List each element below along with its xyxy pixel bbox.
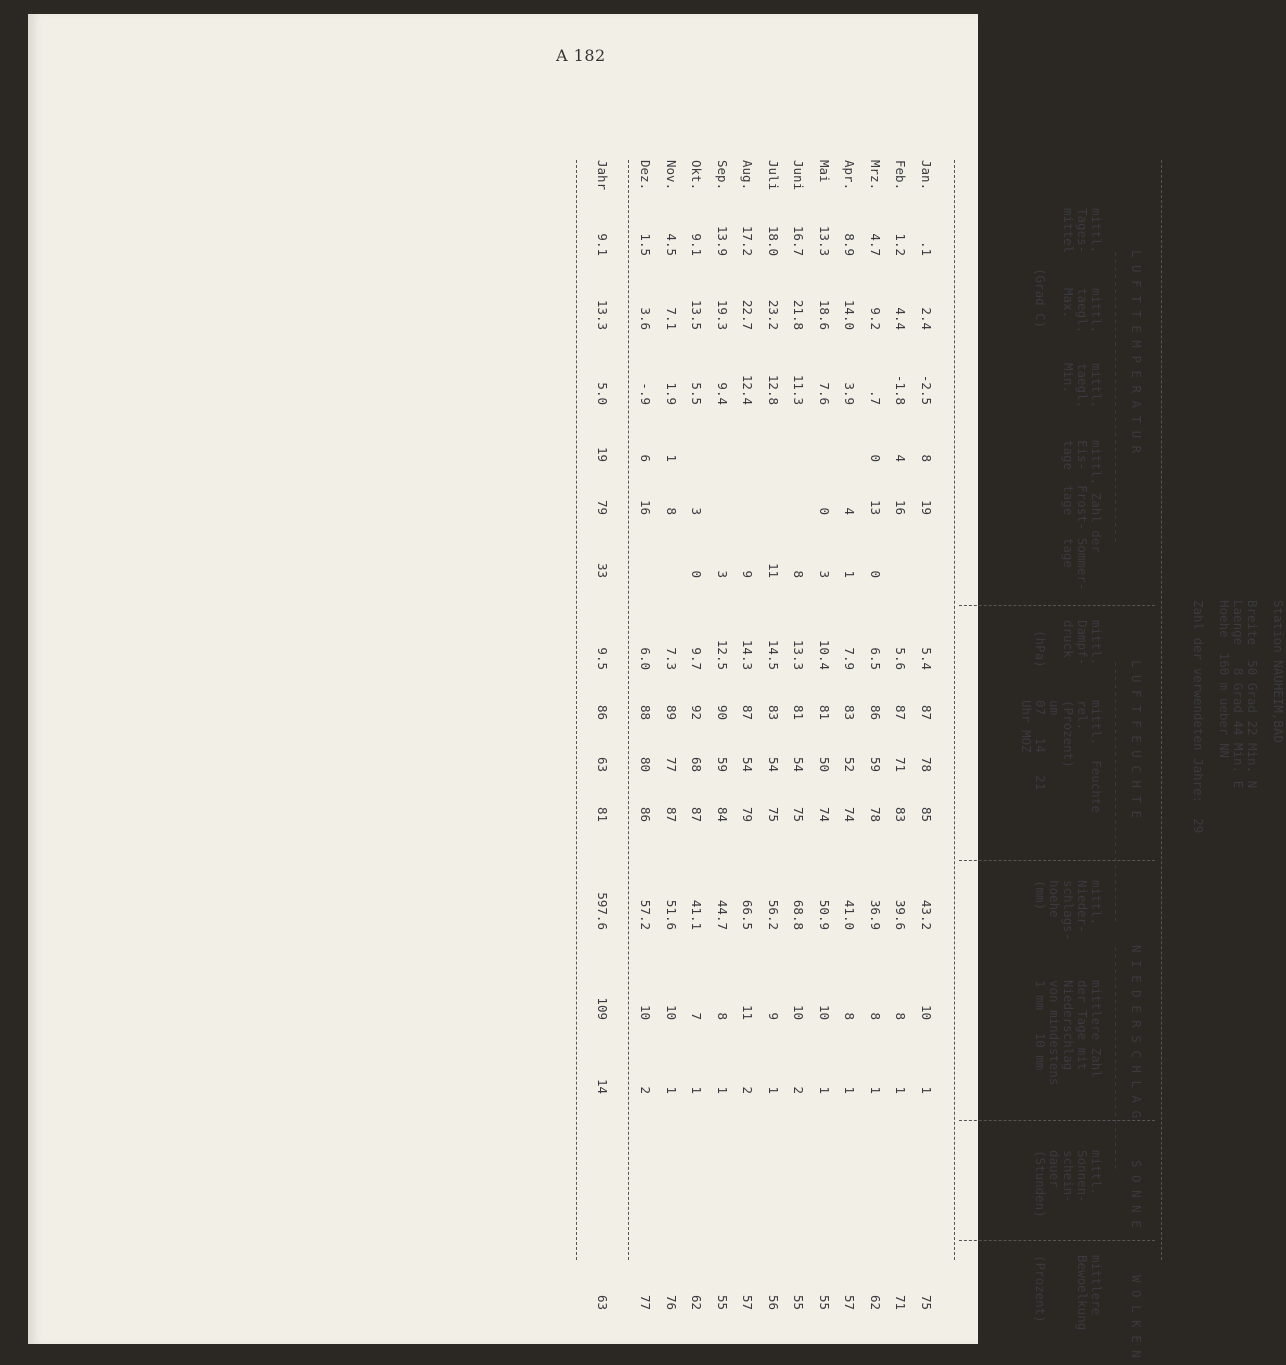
cell-mx: 14.0 xyxy=(842,299,857,330)
cell-frost: 4 xyxy=(842,507,857,515)
header-sonnenscheindauer: mittl. Sonnen- schein- dauer (Stunden) xyxy=(1033,1150,1104,1218)
separator-top xyxy=(1161,160,1162,1260)
page-number: A 182 xyxy=(556,46,606,65)
cell-tm: 1.5 xyxy=(638,233,653,256)
cell-m: Mai xyxy=(817,160,832,183)
year-cell-f21: 81 xyxy=(595,806,610,822)
cell-mn: 9.4 xyxy=(715,382,730,405)
cell-f07: 90 xyxy=(715,704,730,720)
cell-m: Jan. xyxy=(919,160,934,191)
cell-eis: 8 xyxy=(919,454,934,462)
cell-mx: 23.2 xyxy=(766,299,781,330)
cell-wb: 77 xyxy=(638,1294,653,1310)
station-name: Station NAUHEIM,BAD xyxy=(1271,600,1286,743)
cell-n10: 2 xyxy=(740,1086,755,1094)
cell-tm: 18.0 xyxy=(766,225,781,256)
cell-f07: 81 xyxy=(791,704,806,720)
cell-f14: 80 xyxy=(638,756,653,772)
cell-wb: 62 xyxy=(868,1294,883,1310)
cell-m: Sep. xyxy=(715,160,730,191)
year-cell-n1: 109 xyxy=(595,997,610,1020)
cell-nh: 68.8 xyxy=(791,899,806,930)
cell-f07: 83 xyxy=(842,704,857,720)
group-lufttemperatur: L U F T T E M P E R A T U R xyxy=(1129,250,1144,454)
cell-f21: 86 xyxy=(638,806,653,822)
cell-wb: 57 xyxy=(740,1294,755,1310)
cell-dd: 6.0 xyxy=(638,647,653,670)
year-cell-mn: 5.0 xyxy=(595,382,610,405)
cell-m: Mrz. xyxy=(868,160,883,191)
cell-dd: 14.5 xyxy=(766,639,781,670)
cell-tm: 4.7 xyxy=(868,233,883,256)
cell-f21: 78 xyxy=(868,806,883,822)
cell-n1: 8 xyxy=(715,1012,730,1020)
year-cell-frost: 79 xyxy=(595,499,610,515)
station-latitude: Breite 50 Grad 22 Min. N xyxy=(1245,600,1260,789)
cell-som: 0 xyxy=(689,570,704,578)
header-bewoelkung: mittlere Bewoelkung (Prozent) xyxy=(1033,1255,1104,1331)
cell-n10: 1 xyxy=(868,1086,883,1094)
cell-wb: 55 xyxy=(791,1294,806,1310)
cell-tm: 8.9 xyxy=(842,233,857,256)
cell-wb: 71 xyxy=(893,1294,908,1310)
cell-tm: 13.3 xyxy=(817,225,832,256)
cell-dd: 12.5 xyxy=(715,639,730,670)
cell-f14: 59 xyxy=(868,756,883,772)
year-cell-mx: 13.3 xyxy=(595,299,610,330)
cell-f21: 75 xyxy=(766,806,781,822)
group-separator xyxy=(959,860,1155,861)
group-underline-niederschlag: ------------------------------ xyxy=(1109,945,1124,1171)
group-underline-feuchte: ----------------------------------- xyxy=(1109,660,1124,924)
cell-eis: 0 xyxy=(868,454,883,462)
cell-wb: 55 xyxy=(817,1294,832,1310)
cell-dd: 6.5 xyxy=(868,647,883,670)
year-cell-n10: 14 xyxy=(595,1078,610,1094)
cell-n10: 1 xyxy=(664,1086,679,1094)
cell-nh: 41.1 xyxy=(689,899,704,930)
cell-tm: 13.9 xyxy=(715,225,730,256)
cell-dd: 9.7 xyxy=(689,647,704,670)
cell-f14: 68 xyxy=(689,756,704,772)
year-cell-wb: 63 xyxy=(595,1294,610,1310)
cell-f07: 88 xyxy=(638,704,653,720)
cell-m: Nov. xyxy=(664,160,679,191)
cell-n1: 10 xyxy=(638,1004,653,1020)
cell-dd: 10.4 xyxy=(817,639,832,670)
cell-som: 9 xyxy=(740,570,755,578)
cell-n10: 1 xyxy=(715,1086,730,1094)
cell-dd: 7.3 xyxy=(664,647,679,670)
climate-table xyxy=(575,160,1286,1358)
cell-n10: 1 xyxy=(919,1086,934,1094)
cell-f21: 79 xyxy=(740,806,755,822)
cell-eis: 6 xyxy=(638,454,653,462)
cell-som: 8 xyxy=(791,570,806,578)
cell-mx: 21.8 xyxy=(791,299,806,330)
cell-som: 11 xyxy=(766,562,781,578)
cell-nh: 51.6 xyxy=(664,899,679,930)
header-niederschlagstage: mittlere Zahl der Tage mit Niederschlag von mindestens 1 mm 10 mm xyxy=(1033,980,1104,1086)
cell-mx: 19.3 xyxy=(715,299,730,330)
cell-n1: 8 xyxy=(868,1012,883,1020)
header-feuchte: mittl. Feuchte rel. (Prozent) um 07 14 21 Uhr MOZ xyxy=(1019,700,1104,813)
group-sonne: S O N N E xyxy=(1129,1160,1144,1228)
cell-mx: 13.5 xyxy=(689,299,704,330)
cell-n1: 10 xyxy=(664,1004,679,1020)
cell-mn: -.9 xyxy=(638,382,653,405)
station-header xyxy=(1191,600,1285,833)
cell-dd: 13.3 xyxy=(791,639,806,670)
cell-m: Okt. xyxy=(689,160,704,191)
cell-f21: 84 xyxy=(715,806,730,822)
group-separator xyxy=(959,1120,1155,1121)
cell-nh: 57.2 xyxy=(638,899,653,930)
cell-f21: 74 xyxy=(842,806,857,822)
year-cell-f14: 63 xyxy=(595,756,610,772)
cell-mx: 4.4 xyxy=(893,307,908,330)
header-max: mittl. taegl. Max. xyxy=(1061,288,1104,334)
cell-f07: 87 xyxy=(893,704,908,720)
cell-dd: 5.4 xyxy=(919,647,934,670)
cell-f07: 81 xyxy=(817,704,832,720)
cell-nh: 66.5 xyxy=(740,899,755,930)
cell-wb: 55 xyxy=(715,1294,730,1310)
cell-dd: 14.3 xyxy=(740,639,755,670)
cell-frost: 16 xyxy=(893,499,908,515)
cell-m: Dez. xyxy=(638,160,653,191)
cell-mn: .7 xyxy=(868,389,883,405)
cell-wb: 57 xyxy=(842,1294,857,1310)
cell-tm: 1.2 xyxy=(893,233,908,256)
header-tagesmittel: mittl. Tages- mittel xyxy=(1061,208,1104,254)
cell-nh: 44.7 xyxy=(715,899,730,930)
group-wolken: W O L K E N xyxy=(1129,1275,1144,1358)
header-niederschlagshoehe: mittl. Nieder- schlags- hoehe (mm) xyxy=(1033,880,1104,941)
cell-som: 0 xyxy=(868,570,883,578)
cell-m: Apr. xyxy=(842,160,857,191)
cell-mx: 3.6 xyxy=(638,307,653,330)
header-unit-temp: (Grad C) xyxy=(1033,268,1048,329)
group-underline-temp: --------------------------------------- xyxy=(1109,250,1124,544)
station-years: Zahl der verwendeten Jahre: 29 xyxy=(1191,600,1206,834)
year-cell-eis: 19 xyxy=(595,446,610,462)
cell-frost: 3 xyxy=(689,507,704,515)
cell-mn: 5.5 xyxy=(689,382,704,405)
cell-f21: 74 xyxy=(817,806,832,822)
cell-nh: 43.2 xyxy=(919,899,934,930)
cell-f14: 54 xyxy=(740,756,755,772)
cell-frost: 16 xyxy=(638,499,653,515)
header-min: mittl. taegl. Min. xyxy=(1061,363,1104,409)
cell-wb: 75 xyxy=(919,1294,934,1310)
cell-f14: 50 xyxy=(817,756,832,772)
cell-n1: 8 xyxy=(842,1012,857,1020)
cell-nh: 50.9 xyxy=(817,899,832,930)
cell-f21: 87 xyxy=(689,806,704,822)
separator-header xyxy=(954,160,955,1260)
group-separator xyxy=(959,1240,1155,1241)
cell-nh: 39.6 xyxy=(893,899,908,930)
group-niederschlag: N I E D E R S C H L A G xyxy=(1129,945,1144,1119)
group-separator xyxy=(959,605,1155,606)
cell-mn: -2.5 xyxy=(919,374,934,405)
cell-f14: 78 xyxy=(919,756,934,772)
cell-nh: 36.9 xyxy=(868,899,883,930)
cell-som: 3 xyxy=(817,570,832,578)
cell-eis: 1 xyxy=(664,454,679,462)
cell-wb: 62 xyxy=(689,1294,704,1310)
group-luftfeuchte: L U F T F E U C H T E xyxy=(1129,660,1144,819)
cell-mn: 7.6 xyxy=(817,382,832,405)
cell-tm: .1 xyxy=(919,240,934,256)
year-cell-f07: 86 xyxy=(595,704,610,720)
cell-f14: 54 xyxy=(766,756,781,772)
cell-f21: 75 xyxy=(791,806,806,822)
cell-n10: 2 xyxy=(791,1086,806,1094)
cell-mx: 18.6 xyxy=(817,299,832,330)
cell-f14: 59 xyxy=(715,756,730,772)
cell-n1: 11 xyxy=(740,1004,755,1020)
year-cell-dd: 9.5 xyxy=(595,647,610,670)
cell-tm: 9.1 xyxy=(689,233,704,256)
cell-f14: 54 xyxy=(791,756,806,772)
cell-f07: 89 xyxy=(664,704,679,720)
cell-n1: 10 xyxy=(791,1004,806,1020)
cell-mx: 7.1 xyxy=(664,307,679,330)
cell-nh: 56.2 xyxy=(766,899,781,930)
cell-f07: 83 xyxy=(766,704,781,720)
cell-n1: 7 xyxy=(689,1012,704,1020)
cell-m: Aug. xyxy=(740,160,755,191)
cell-mn: -1.8 xyxy=(893,374,908,405)
cell-mx: 22.7 xyxy=(740,299,755,330)
cell-mn: 11.3 xyxy=(791,374,806,405)
cell-mn: 12.4 xyxy=(740,374,755,405)
cell-wb: 56 xyxy=(766,1294,781,1310)
cell-frost: 19 xyxy=(919,499,934,515)
cell-tm: 4.5 xyxy=(664,233,679,256)
cell-n10: 1 xyxy=(817,1086,832,1094)
cell-dd: 7.9 xyxy=(842,647,857,670)
cell-f07: 86 xyxy=(868,704,883,720)
cell-f07: 87 xyxy=(919,704,934,720)
year-cell-som: 33 xyxy=(595,562,610,578)
cell-frost: 8 xyxy=(664,507,679,515)
separator-bottom xyxy=(576,160,577,1260)
year-cell-tm: 9.1 xyxy=(595,233,610,256)
cell-mn: 1.9 xyxy=(664,382,679,405)
cell-n10: 1 xyxy=(766,1086,781,1094)
cell-n10: 1 xyxy=(893,1086,908,1094)
cell-eis: 4 xyxy=(893,454,908,462)
cell-f21: 83 xyxy=(893,806,908,822)
cell-mn: 3.9 xyxy=(842,382,857,405)
cell-n1: 10 xyxy=(817,1004,832,1020)
cell-tm: 17.2 xyxy=(740,225,755,256)
cell-f21: 85 xyxy=(919,806,934,822)
header-zahl-der-tage: mittl. Zahl der Eis- Frost- Sommer- tage tage tage xyxy=(1061,440,1104,591)
cell-f14: 77 xyxy=(664,756,679,772)
cell-n1: 10 xyxy=(919,1004,934,1020)
separator-before-year xyxy=(628,160,629,1260)
cell-som: 3 xyxy=(715,570,730,578)
station-elevation: Hoehe 160 m ueber NN xyxy=(1217,600,1232,759)
cell-dd: 5.6 xyxy=(893,647,908,670)
cell-n1: 9 xyxy=(766,1012,781,1020)
cell-mn: 12.8 xyxy=(766,374,781,405)
header-dampfdruck: mittl. Dampf- druck xyxy=(1061,620,1104,666)
year-cell-nh: 597.6 xyxy=(595,892,610,930)
cell-n10: 1 xyxy=(842,1086,857,1094)
cell-frost: 0 xyxy=(817,507,832,515)
year-cell-m: Jahr xyxy=(595,160,610,191)
cell-f07: 92 xyxy=(689,704,704,720)
cell-n1: 8 xyxy=(893,1012,908,1020)
cell-mx: 2.4 xyxy=(919,307,934,330)
cell-mx: 9.2 xyxy=(868,307,883,330)
cell-frost: 13 xyxy=(868,499,883,515)
cell-m: Feb. xyxy=(893,160,908,191)
cell-som: 1 xyxy=(842,570,857,578)
cell-n10: 2 xyxy=(638,1086,653,1094)
cell-n10: 1 xyxy=(689,1086,704,1094)
cell-m: Juli xyxy=(766,160,781,191)
header-unit-hpa: (hPa) xyxy=(1033,630,1048,668)
cell-nh: 41.0 xyxy=(842,899,857,930)
cell-m: Juni xyxy=(791,160,806,191)
cell-tm: 16.7 xyxy=(791,225,806,256)
cell-wb: 76 xyxy=(664,1294,679,1310)
cell-f07: 87 xyxy=(740,704,755,720)
cell-f21: 87 xyxy=(664,806,679,822)
cell-f14: 52 xyxy=(842,756,857,772)
cell-f14: 71 xyxy=(893,756,908,772)
station-longitude: Laenge 8 Grad 44 Min. E xyxy=(1231,600,1246,789)
